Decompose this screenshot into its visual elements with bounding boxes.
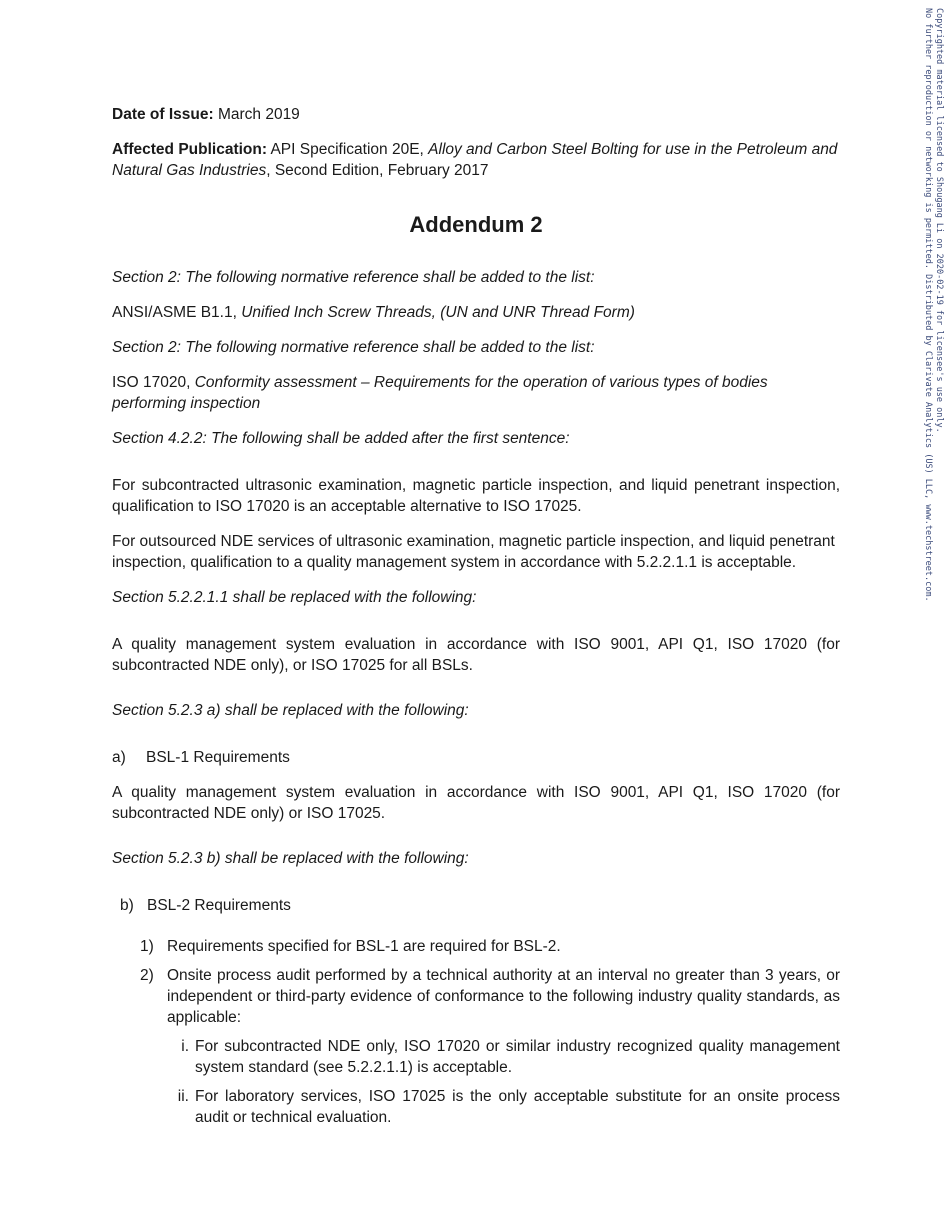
reference-title: Unified Inch Screw Threads, (UN and UNR Thread Form) xyxy=(241,304,635,321)
section-5-2-3-a-paragraph: A quality management system evaluation in accordance with ISO 9001, API Q1, ISO 17020 (for subcontracted NDE only) or ISO 17025. xyxy=(112,784,840,822)
affected-publication-suffix: , Second Edition, February 2017 xyxy=(266,162,489,179)
section-4-2-2-paragraph-2: For outsourced NDE services of ultrasonic examination, magnetic particle inspection, and liquid penetrant inspection, qualification to a quality management system in accordance with 5.2.2.1.1 is acceptable. xyxy=(112,533,835,571)
section-5-2-3-a-instruction: Section 5.2.3 a) shall be replaced with the following: xyxy=(112,702,469,719)
normative-reference-iso xyxy=(112,372,840,414)
list-item-text: Onsite process audit performed by a technical authority at an interval no greater than 3 years, or independent or third-party evidence of conformance to the following industry quality standards, as applicable: xyxy=(167,967,840,1026)
section-4-2-2-instruction: Section 4.2.2: The following shall be added after the first sentence: xyxy=(112,430,570,447)
sub-list-item-2 xyxy=(140,965,840,1028)
list-item-text: BSL-2 Requirements xyxy=(147,897,291,914)
section-2-instruction-1: Section 2: The following normative reference shall be added to the list: xyxy=(112,269,595,286)
roman-list-item-1 xyxy=(167,1036,840,1078)
list-item-b xyxy=(112,895,840,916)
section-5-2-2-1-1-instruction: Section 5.2.2.1.1 shall be replaced with the following: xyxy=(112,589,477,606)
list-item-text: Requirements specified for BSL-1 are required for BSL-2. xyxy=(167,938,561,955)
list-marker: 2) xyxy=(140,967,154,984)
list-item-text: For laboratory services, ISO 17025 is the only acceptable substitute for an onsite process audit or technical evaluation. xyxy=(195,1088,840,1126)
standards-list xyxy=(112,1036,840,1128)
section-4-2-2-paragraph-1: For subcontracted ultrasonic examination, magnetic particle inspection, and liquid penetrant inspection, qualification to ISO 17020 is an acceptable alternative to ISO 17025. xyxy=(112,477,840,515)
document-title: Addendum 2 xyxy=(409,212,543,237)
reference-title: Conformity assessment – Requirements for the operation of various types of bodies performing inspection xyxy=(112,374,768,412)
list-marker: 1) xyxy=(140,938,154,955)
document-page xyxy=(112,104,840,1136)
list-marker: b) xyxy=(120,897,134,914)
date-of-issue-value: March 2019 xyxy=(217,106,300,123)
bsl-2-requirements-list xyxy=(112,936,840,1028)
affected-publication-prefix: API Specification 20E, xyxy=(270,141,424,158)
section-5-2-2-1-1-paragraph: A quality management system evaluation in accordance with ISO 9001, API Q1, ISO 17020 (for subcontracted NDE only), or ISO 17025 for all BSLs. xyxy=(112,636,840,674)
date-of-issue xyxy=(112,104,840,125)
list-item-text: BSL-1 Requirements xyxy=(146,749,290,766)
date-of-issue-label: Date of Issue: xyxy=(112,106,214,123)
normative-reference-ansi xyxy=(112,302,840,323)
affected-publication-label: Affected Publication: xyxy=(112,141,268,158)
watermark-line-2: No further reproduction or networking is permitted. Distributed by Clarivate Analytics (US) LLC, www.techstreet.com. xyxy=(923,8,933,602)
section-5-2-3-b-instruction: Section 5.2.3 b) shall be replaced with the following: xyxy=(112,850,469,867)
copyright-watermark xyxy=(922,8,944,602)
list-marker: i. xyxy=(181,1038,189,1055)
affected-publication xyxy=(112,139,840,181)
section-2-instruction-2: Section 2: The following normative reference shall be added to the list: xyxy=(112,339,595,356)
reference-code: ISO 17020, xyxy=(112,374,191,391)
list-item-a xyxy=(112,747,840,768)
roman-list-item-2 xyxy=(167,1086,840,1128)
sub-list-item-1 xyxy=(140,936,840,957)
watermark-line-1: Copyrighted material licensed to Shougang Li on 2020-02-19 for licensee's use only. xyxy=(934,8,944,433)
list-item-text: For subcontracted NDE only, ISO 17020 or similar industry recognized quality management system standard (see 5.2.2.1.1) is acceptable. xyxy=(195,1038,840,1076)
reference-code: ANSI/ASME B1.1, xyxy=(112,304,237,321)
list-marker: ii. xyxy=(177,1088,189,1105)
affected-publication-title: Alloy and Carbon Steel Bolting for use in the Petroleum and Natural Gas Industries xyxy=(112,141,838,179)
list-marker: a) xyxy=(112,749,126,766)
